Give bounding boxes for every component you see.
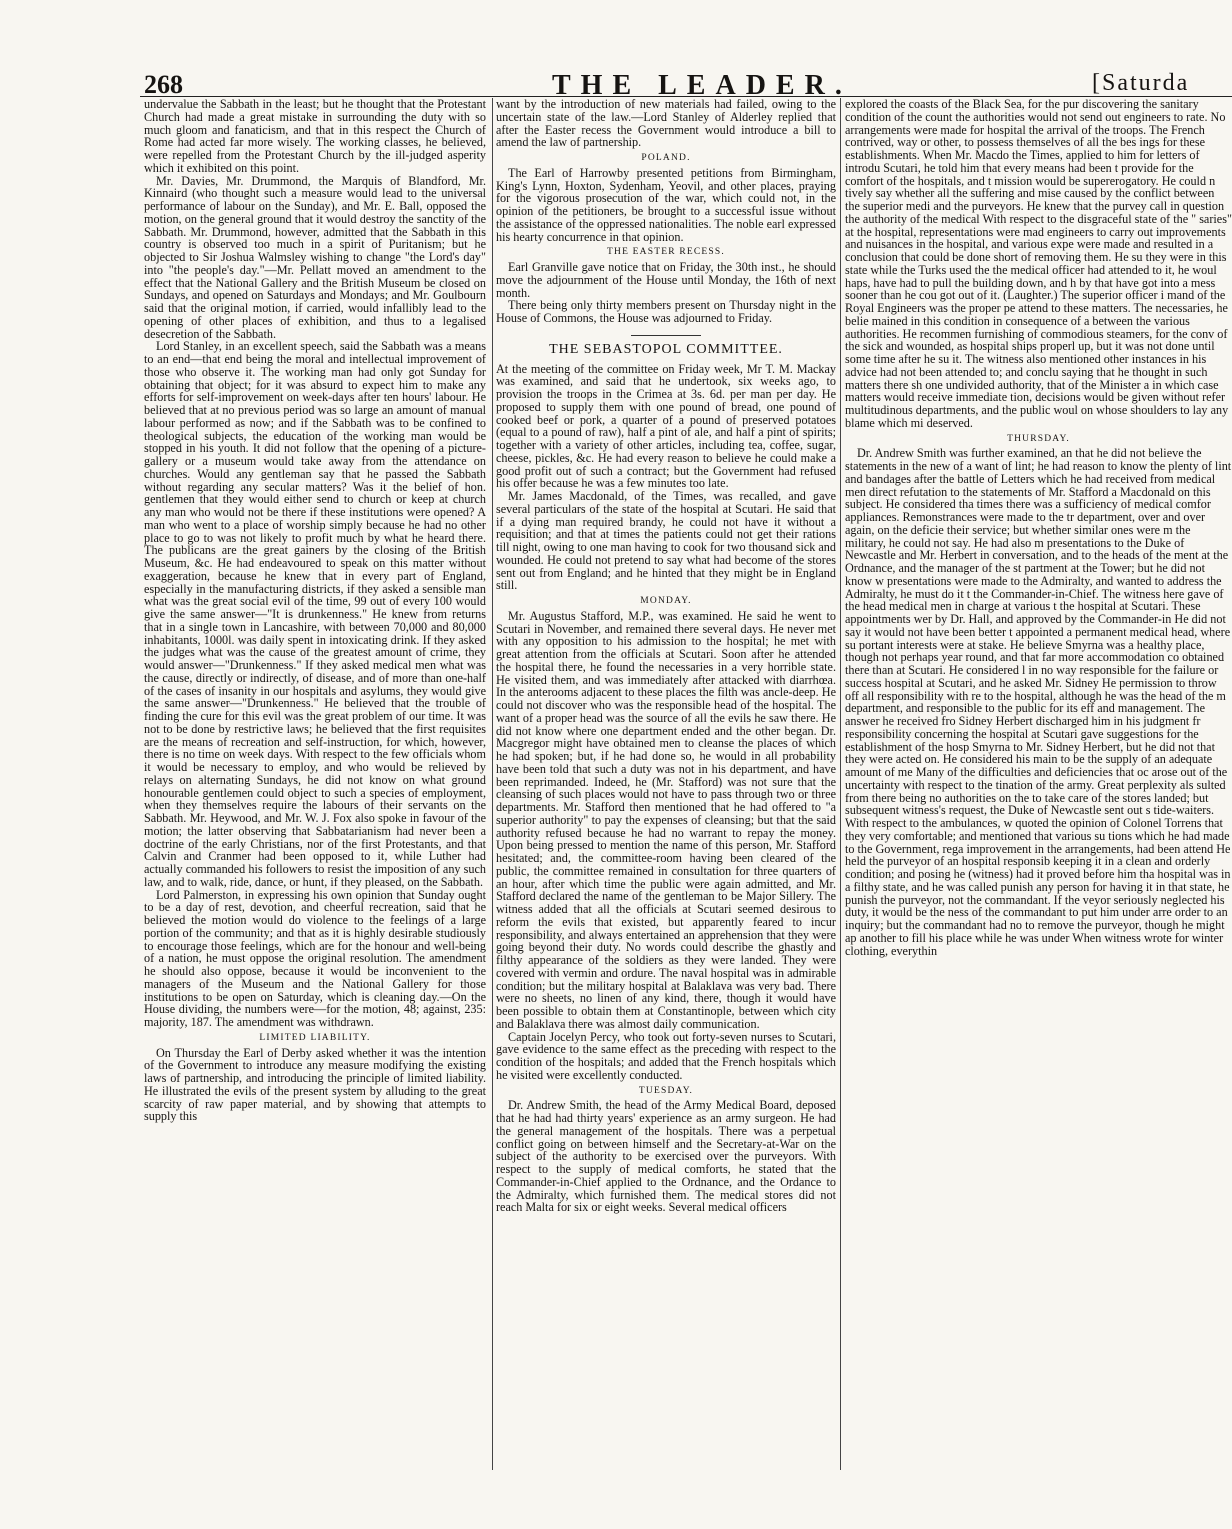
paragraph: undervalue the Sabbath in the least; but he thought that the Protestant Church had made a great mistake in surrounding the duty with so much gloom and fanaticism, and that in this respect the Church of Rome had acted far more wisely. The working classes, he believed, were repelled from the Protestant Church by the ill-judged asperity which it exhibited on this point. bbox=[144, 98, 486, 175]
section-heading: THE EASTER RECESS. bbox=[607, 247, 725, 258]
paragraph: At the meeting of the committee on Friday week, Mr T. M. Mackay was examined, and said that he undertook, six weeks ago, to provision the troops in the Crimea at 3s. 6d. per man per day. He proposed to supply them with one pound of bread, one pound of cooked beef or pork, a quarter of a pound of preserved potatoes (equal to a pound of raw), half a pint of ale, and half a pint of spirits; together with a variety of other articles, including tea, coffee, sugar, cheese, pickles, &c. He had every reason to believe he could make a good profit out of such a contract; but the Government had refused his offer because he was a few minutes too late. bbox=[496, 361, 836, 491]
article-title: THE SEBASTOPOL COMMITTEE. bbox=[549, 341, 783, 357]
paragraph: Mr. James Macdonald, of the Times, was recalled, and gave several particulars of the state of the hospital at Scutari. He said that if a dying man required brandy, he could not have it without a requisition; and that at times the patients could not get their rations till night, owing to one man having to cook for two thousand sick and wounded. He could not pretend to say what had become of the stores sent out from England; and he hinted that they might be in England still. bbox=[496, 489, 836, 593]
section-heading: MONDAY. bbox=[640, 596, 692, 606]
section-heading: LIMITED LIABILITY. bbox=[259, 1032, 371, 1043]
section-heading: POLAND. bbox=[641, 153, 691, 163]
paragraph: There being only thirty members present on Thursday night in the House of Commons, the House was adjourned to Friday. bbox=[496, 298, 836, 325]
paragraph: explored the coasts of the Black Sea, for the pur discovering the sanitary condition of the count the authorities would not send out engineers to rate. No arrangements were made for hospital the arrival of the troops. The French contrived, way or other, to possess themselves of all the bes ings for these establishments. When Mr. Macdo the Times, applied to him for letters of introdu Scutari, he told him that every means had been t provide for the comfort of the hospitals, and t mission would be supererogatory. He could n tively say whether all the suffering and mise caused by the conflict between the superior medi and the purveyors. He knew that the purvey call in question the authority of the medical With respect to the disgraceful state of the " saries" at the hospital, representations were mad engineers to carry out improvements and nuisances in the hospital, and various expe were made and resulted in a conclusion that could be done short of removing them. He su they were in this state while the Turks used the the medical officer had attended to it, he woul haps, have had to pull the building down, and h by that have got into a mess sooner than he cou got out of it. (Laughter.) The superior officer i mand of the Royal Engineers was the proper pe attend to these matters. The necessaries, he belie mained in this condition in consequence of a between the various authorities. He recommen furnishing of commodious steamers, for the conv of the sick and wounded, as hospital ships properl up, but it was not done until some time after he su it. The witness also mentioned other instances in his advice had not been attended to; and conclu saying that he thought in such matters there sh one undivided authority, that of the Minister a in which case matters would receive immediate tion, decisions would be given without refer multitudinous departments, and the public woul on whose shoulders to lay any blame which mi deserved. bbox=[845, 98, 1232, 430]
paragraph: On Thursday the Earl of Derby asked whether it was the intention of the Government to introduce any measure modifying the existing laws of partnership, and introducing the principle of limited liability. He illustrated the evils of the present system by alluding to the great scarcity of raw paper material, and by showing that attempts to supply this bbox=[144, 1045, 486, 1124]
paragraph: Lord Palmerston, in expressing his own opinion that Sunday ought to be a day of rest, devotion, and cheerful recreation, said that he believed the motion would do violence to the feelings of a large portion of the community; and that as it is highly desirable studiously to encourage those feelings, which are for the honour and well-being of a nation, he must oppose the original resolution. The amendment he should also oppose, because it would be inconvenient to the managers of the Museum and the National Gallery for those institutions to be open on Saturday, which is cleaning day.—On the House dividing, the numbers were—for the motion, 48; against, 235: majority, 187. The amendment was withdrawn. bbox=[144, 887, 486, 1029]
column-1 bbox=[144, 98, 486, 1468]
running-head-day: [Saturda bbox=[1092, 70, 1190, 96]
paragraph: Mr. Augustus Stafford, M.P., was examined. He said he went to Scutari in November, and remained there several days. He never met with any opposition to his admission to the hospital; he met with great attention from the officials at Scutari. Soon after he attended the hospital there, he found the necessaries in a very horrible state. He visited them, and was immediately after attacked with diarrhœa. In the anterooms adjacent to these places the filth was ancle-deep. He could not discover who was the responsible head of the hospital. The want of a proper head was the source of all the evils he saw there. He did not know where one department ended and the other began. Dr. Macgregor might have obtained men to cleanse the places of which he had spoken; but, if he had done so, he would in all probability have been told that such a duty was not in his department, and have been reprimanded. Indeed, he (Mr. Stafford) was not sure that the cleansing of such places would not have to pass through two or three departments. Mr. Stafford then mentioned that he had offered to "a superior authority" to pay the expenses of cleansing; but that the said authority refused because he had no warrant to repay the money. Upon being pressed to mention the name of this person, Mr. Stafford hesitated; and, the committee-room having been cleared of the public, the committee remained in consultation for three quarters of an hour, after which time the public were again admitted, and Mr. Stafford declared the name of the gentleman to be Major Sillery. The witness added that all the officials at Scutari seemed desirous to reform the evils that existed, but apparently feared to incur responsibility, and always entertained an apprehension that they were going beyond their duty. No words could describe the ghastly and filthy appearance of the soldiers as they were landed. They were covered with vermin and ordure. The naval hospital was in admirable condition; but the military hospital at Balaklava was very bad. There were no sheets, no linen of any kind, there, though it would have been possible to obtain them at Constantinople, between which city and Balaklava there was almost daily communication. bbox=[496, 608, 836, 1031]
paragraph: Lord Stanley, in an excellent speech, said the Sabbath was a means to an end—that end being the moral and intellectual improvement of those who observe it. The working man had only got Sunday for obtaining that object; for it was absurd to expect him to make any efforts for self-improvement on week-days after ten hours' labour. He believed that at no previous period was so large an amount of manual labour performed as now; and if the Sabbath was to be confined to theological subjects, the education of the working man would be stopped in his youth. It did not follow that the opening of a picture-gallery or a museum would take away from the attendance on churches. Would any gentleman say that he passed the Sabbath without regarding any secular matters? Was it the belief of hon. gentlemen that they would either send to church or keep at church any man who would not be there if these institutions were opened? A man who went to a place of worship simply because he had no other place to go to was not likely to profit much by what he heard there. The publicans are the great gainers by the closing of the British Museum, &c. He had endeavoured to speak on this matter without exaggeration, because he knew that in every part of England, especially in the manufacturing districts, if they asked a sensible man what was the great social evil of the time, 99 out of every 100 would give the same answer—"It is drunkenness." He knew from returns that in a single town in Lancashire, with between 70,000 and 80,000 inhabitants, 1000l. was daily spent in intoxicating drink. If they asked the judges what was the cause of the greatest amount of crime, they would answer—"Drunkenness." If they asked medical men what was the cause, directly or indirectly, of disease, and of more than one-half of the cases of insanity in our hospitals and asylums, they would give the same answer—"Drunkenness." He believed that the trouble of finding the cure for this evil was the great problem of our time. It was not to be done by restrictive laws; he believed that the first requisites are the means of recreation and self-instruction, for which, however, there is no time on week days. With respect to the few officials whom it would be necessary to employ, and who would be relieved by relays on alternating Sundays, he did not know on what ground honourable gentlemen could object to such a species of employment, when they themselves require the labours of their servants on the Sabbath. Mr. Heywood, and Mr. W. J. Fox also spoke in favour of the motion; the latter observing that Sabbatarianism had never been a doctrine of the early Christians, nor of the first Protestants, and that Calvin and Cranmer had been opposed to it, while Luther had actually commanded his followers to resist the imposition of any such law, and to walk, ride, dance, or hunt, if they pleased, on the Sabbath. bbox=[144, 339, 486, 889]
column-3 bbox=[845, 98, 1232, 1468]
paragraph: Dr. Andrew Smith was further examined, an that he did not believe the statements in the new of a want of lint; he had reason to know the plenty of lint and bandages after the battle of Letters which he had received from medical men direct refutation to the statements of Mr. Stafford a Macdonald on this subject. He considered tha times there was a sufficiency of medical comfor appliances. Remonstrances were made to the tr department, over and over again, on the deficie their service; but whether similar ones were m the military, he could not say. He had also m presentations to the Duke of Newcastle and Mr. Herbert in conversation, and to the heads of the ment at the Ordnance, and the manager of the st partment at the Tower; but he did not know w presentations were made to the Admiralty, and wanted to address the Admiralty, he must do it t the Commander-in-Chief. The witness here gave of the head medical men in charge at various t the hospital at Scutari. These appointments wer by Dr. Hall, and approved by the Commander-in He did not say it would not have been better t appointed a permanent medical head, where su portant interests were at stake. He believe Smyrna was a healthy place, though not perhaps year round, and that far more accommodation co obtained there than at Scutari. He considered l in no way responsible for the failure or success hospital at Scutari, and he asked Mr. Sidney He permission to throw off all responsibility with re to the hospital, although he was the head of the m department, and responsible to the public for its eff and management. The answer he received fro Sidney Herbert discharged him in his judgment fr responsibility concerning the hospital at Scutari gave suggestions for the establishment of the hosp Smyrna to Mr. Sidney Herbert, but he did not that they were acted on. He considered his main to be the supply of an adequate amount of me Many of the difficulties and deficiencies that oc arose out of the uncertainty with respect to the tination of the army. Great perplexity als sulted from there being no authorities on the to take care of the stores landed; but subsequent witness's request, the Duke of Newcastle sent out s tide-waiters. With respect to the ambulances, w quoted the opinion of Colonel Torrens that they very comfortable; and mentioned that various su tions which he had made to the Government, rega improvement in the arrangements, had been attend He held the purveyor of an hospital responsib keeping it in a clean and orderly condition; and posing he (witness) had it proved before him tha hospital was in a filthy state, and he was called punish any person for having it in that state, he punish the purveyor, not the commandant. If the veyor seriously neglected his duty, it would be the ness of the commandant to put him under arre order to an inquiry; but the commandant had no to remove the purveyor, though he might ap another to fill his place while he was under When witness wrote for winter clothing, everythin bbox=[845, 446, 1232, 958]
paragraph: The Earl of Harrowby presented petitions from Birmingham, King's Lynn, Hoxton, Sydenham, Yeovil, and other places, praying for the vigorous prosecution of the war, which could not, in the opinion of the petitioners, be brought to a successful issue without the assistance of the oppressed nationalities. The noble earl expressed his hearty concurrence in that opinion. bbox=[496, 165, 836, 244]
paragraph: Mr. Davies, Mr. Drummond, the Marquis of Blandford, Mr. Kinnaird (who thought such a measure would lead to the universal performance of labour on the Sunday), and Mr. E. Ball, opposed the motion, on the general ground that it would destroy the sanctity of the Sabbath. Mr. Drummond, however, admitted that the Sabbath in this country is observed too much in a spirit of Puritanism; but he objected to Sir Joshua Walmsley wishing to change "the Lord's day" into "the people's day."—Mr. Pellatt moved an amendment to the effect that the National Gallery and the British Museum be closed on Sundays, and opened on Saturdays and Mondays; and Mr. Goulbourn said that the original motion, if carried, would infallibly lead to the opening of other places of exhibition, and thus to a legalised desecretion of the Sabbath. bbox=[144, 173, 486, 341]
paragraph: want by the introduction of new materials had failed, owing to the uncertain state of the law.—Lord Stanley of Alderley replied that after the Easter recess the Government would introduce a bill to amend the law of partnership. bbox=[496, 98, 836, 150]
paragraph: Dr. Andrew Smith, the head of the Army Medical Board, deposed that he had had thirty years' experience as an army surgeon. He had the general management of the hospitals. There was a perpetual conflict going on between himself and the Secretary-at-War on the subject of the authority to be exercised over the purveyors. With respect to the supply of medical comforts, he stated that the Commander-in-Chief applied to the Ordnance, and the Ordance to the Admiralty, which furnished them. The medical stores did not reach Malta for six or eight weeks. Several medical officers bbox=[496, 1098, 836, 1215]
paragraph: Captain Jocelyn Percy, who took out forty-seven nurses to Scutari, gave evidence to the same effect as the preceding with respect to the condition of the hospitals; and added that the French hospitals which he visited were excellently conducted. bbox=[496, 1029, 836, 1082]
section-divider bbox=[631, 335, 701, 336]
column-2 bbox=[496, 98, 836, 1468]
header-rule bbox=[140, 96, 1232, 97]
masthead-title: THE LEADER. bbox=[552, 70, 852, 101]
column-rule-2 bbox=[840, 98, 841, 1470]
paragraph: Earl Granville gave notice that on Friday, the 30th inst., he should move the adjournment of the House until Monday, the 16th of next month. bbox=[496, 260, 836, 300]
column-rule-1 bbox=[492, 98, 493, 1470]
page-number: 268 bbox=[144, 70, 183, 99]
section-heading: TUESDAY. bbox=[638, 1085, 694, 1096]
section-heading: THURSDAY. bbox=[1007, 433, 1070, 444]
